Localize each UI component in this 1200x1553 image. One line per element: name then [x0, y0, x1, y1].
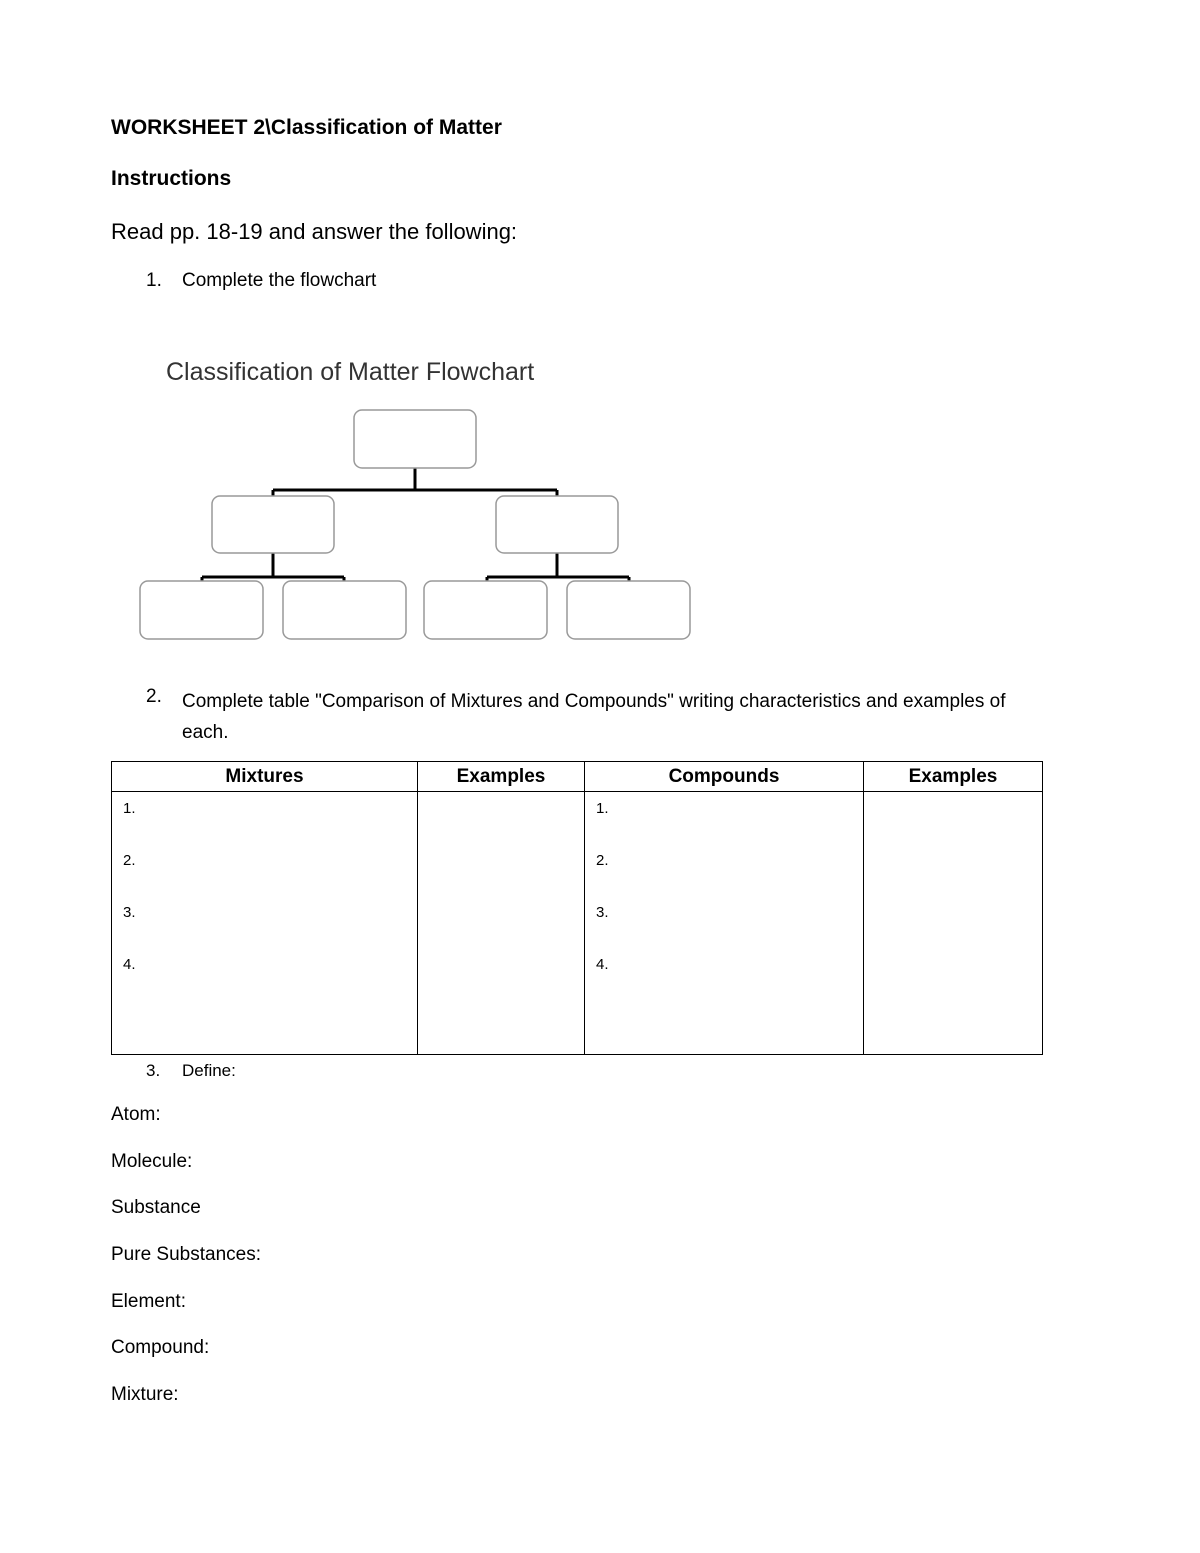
definition-mixture: Mixture:: [111, 1384, 179, 1405]
list-item: 3.: [123, 904, 136, 921]
question-number: 3.: [146, 1061, 161, 1080]
list-item: 4.: [596, 956, 609, 973]
table-header-row: [112, 762, 1043, 792]
flowchart-title: Classification of Matter Flowchart: [166, 358, 535, 386]
list-item: 3.: [596, 904, 609, 921]
flowchart-box-right-2: [567, 581, 690, 639]
header-examples-2: Examples: [864, 762, 1043, 792]
reading-assignment: Read pp. 18-19 and answer the following:: [111, 219, 518, 244]
list-item: 4.: [123, 956, 136, 973]
flowchart-box-left-1: [140, 581, 263, 639]
question-text: Complete table "Comparison of Mixtures and Compounds" writing characteristics and examples of each.: [182, 691, 1006, 743]
question-text: Define:: [182, 1061, 236, 1080]
list-item: 2.: [596, 852, 609, 869]
compounds-examples-cell[interactable]: [864, 792, 1043, 1055]
instructions-heading: Instructions: [111, 167, 232, 190]
definition-pure-substances: Pure Substances:: [111, 1244, 261, 1265]
question-number: 2.: [146, 686, 162, 707]
definition-molecule: Molecule:: [111, 1151, 193, 1172]
header-mixtures: Mixtures: [112, 762, 418, 792]
definition-element: Element:: [111, 1291, 186, 1312]
table-row: [112, 792, 1043, 1055]
definition-substance: Substance: [111, 1197, 201, 1218]
mixtures-examples-cell[interactable]: [418, 792, 585, 1055]
flowchart-box-right: [496, 496, 618, 553]
question-number: 1.: [146, 270, 162, 291]
worksheet-title: WORKSHEET 2\Classification of Matter: [111, 116, 502, 139]
compounds-cell[interactable]: [585, 792, 864, 1055]
definition-compound: Compound:: [111, 1337, 210, 1358]
flowchart-box-right-1: [424, 581, 547, 639]
list-item: 1.: [596, 800, 609, 817]
definition-atom: Atom:: [111, 1104, 161, 1125]
flowchart-box-matter: [354, 410, 476, 468]
header-compounds: Compounds: [585, 762, 864, 792]
flowchart-box-left-2: [283, 581, 406, 639]
mixtures-cell[interactable]: [112, 792, 418, 1055]
list-item: 2.: [123, 852, 136, 869]
list-item: 1.: [123, 800, 136, 817]
header-examples-1: Examples: [418, 762, 585, 792]
question-text: Complete the flowchart: [182, 270, 377, 291]
comparison-table: [111, 761, 1043, 1055]
classification-flowchart: [130, 350, 700, 650]
flowchart-box-left: [212, 496, 334, 553]
